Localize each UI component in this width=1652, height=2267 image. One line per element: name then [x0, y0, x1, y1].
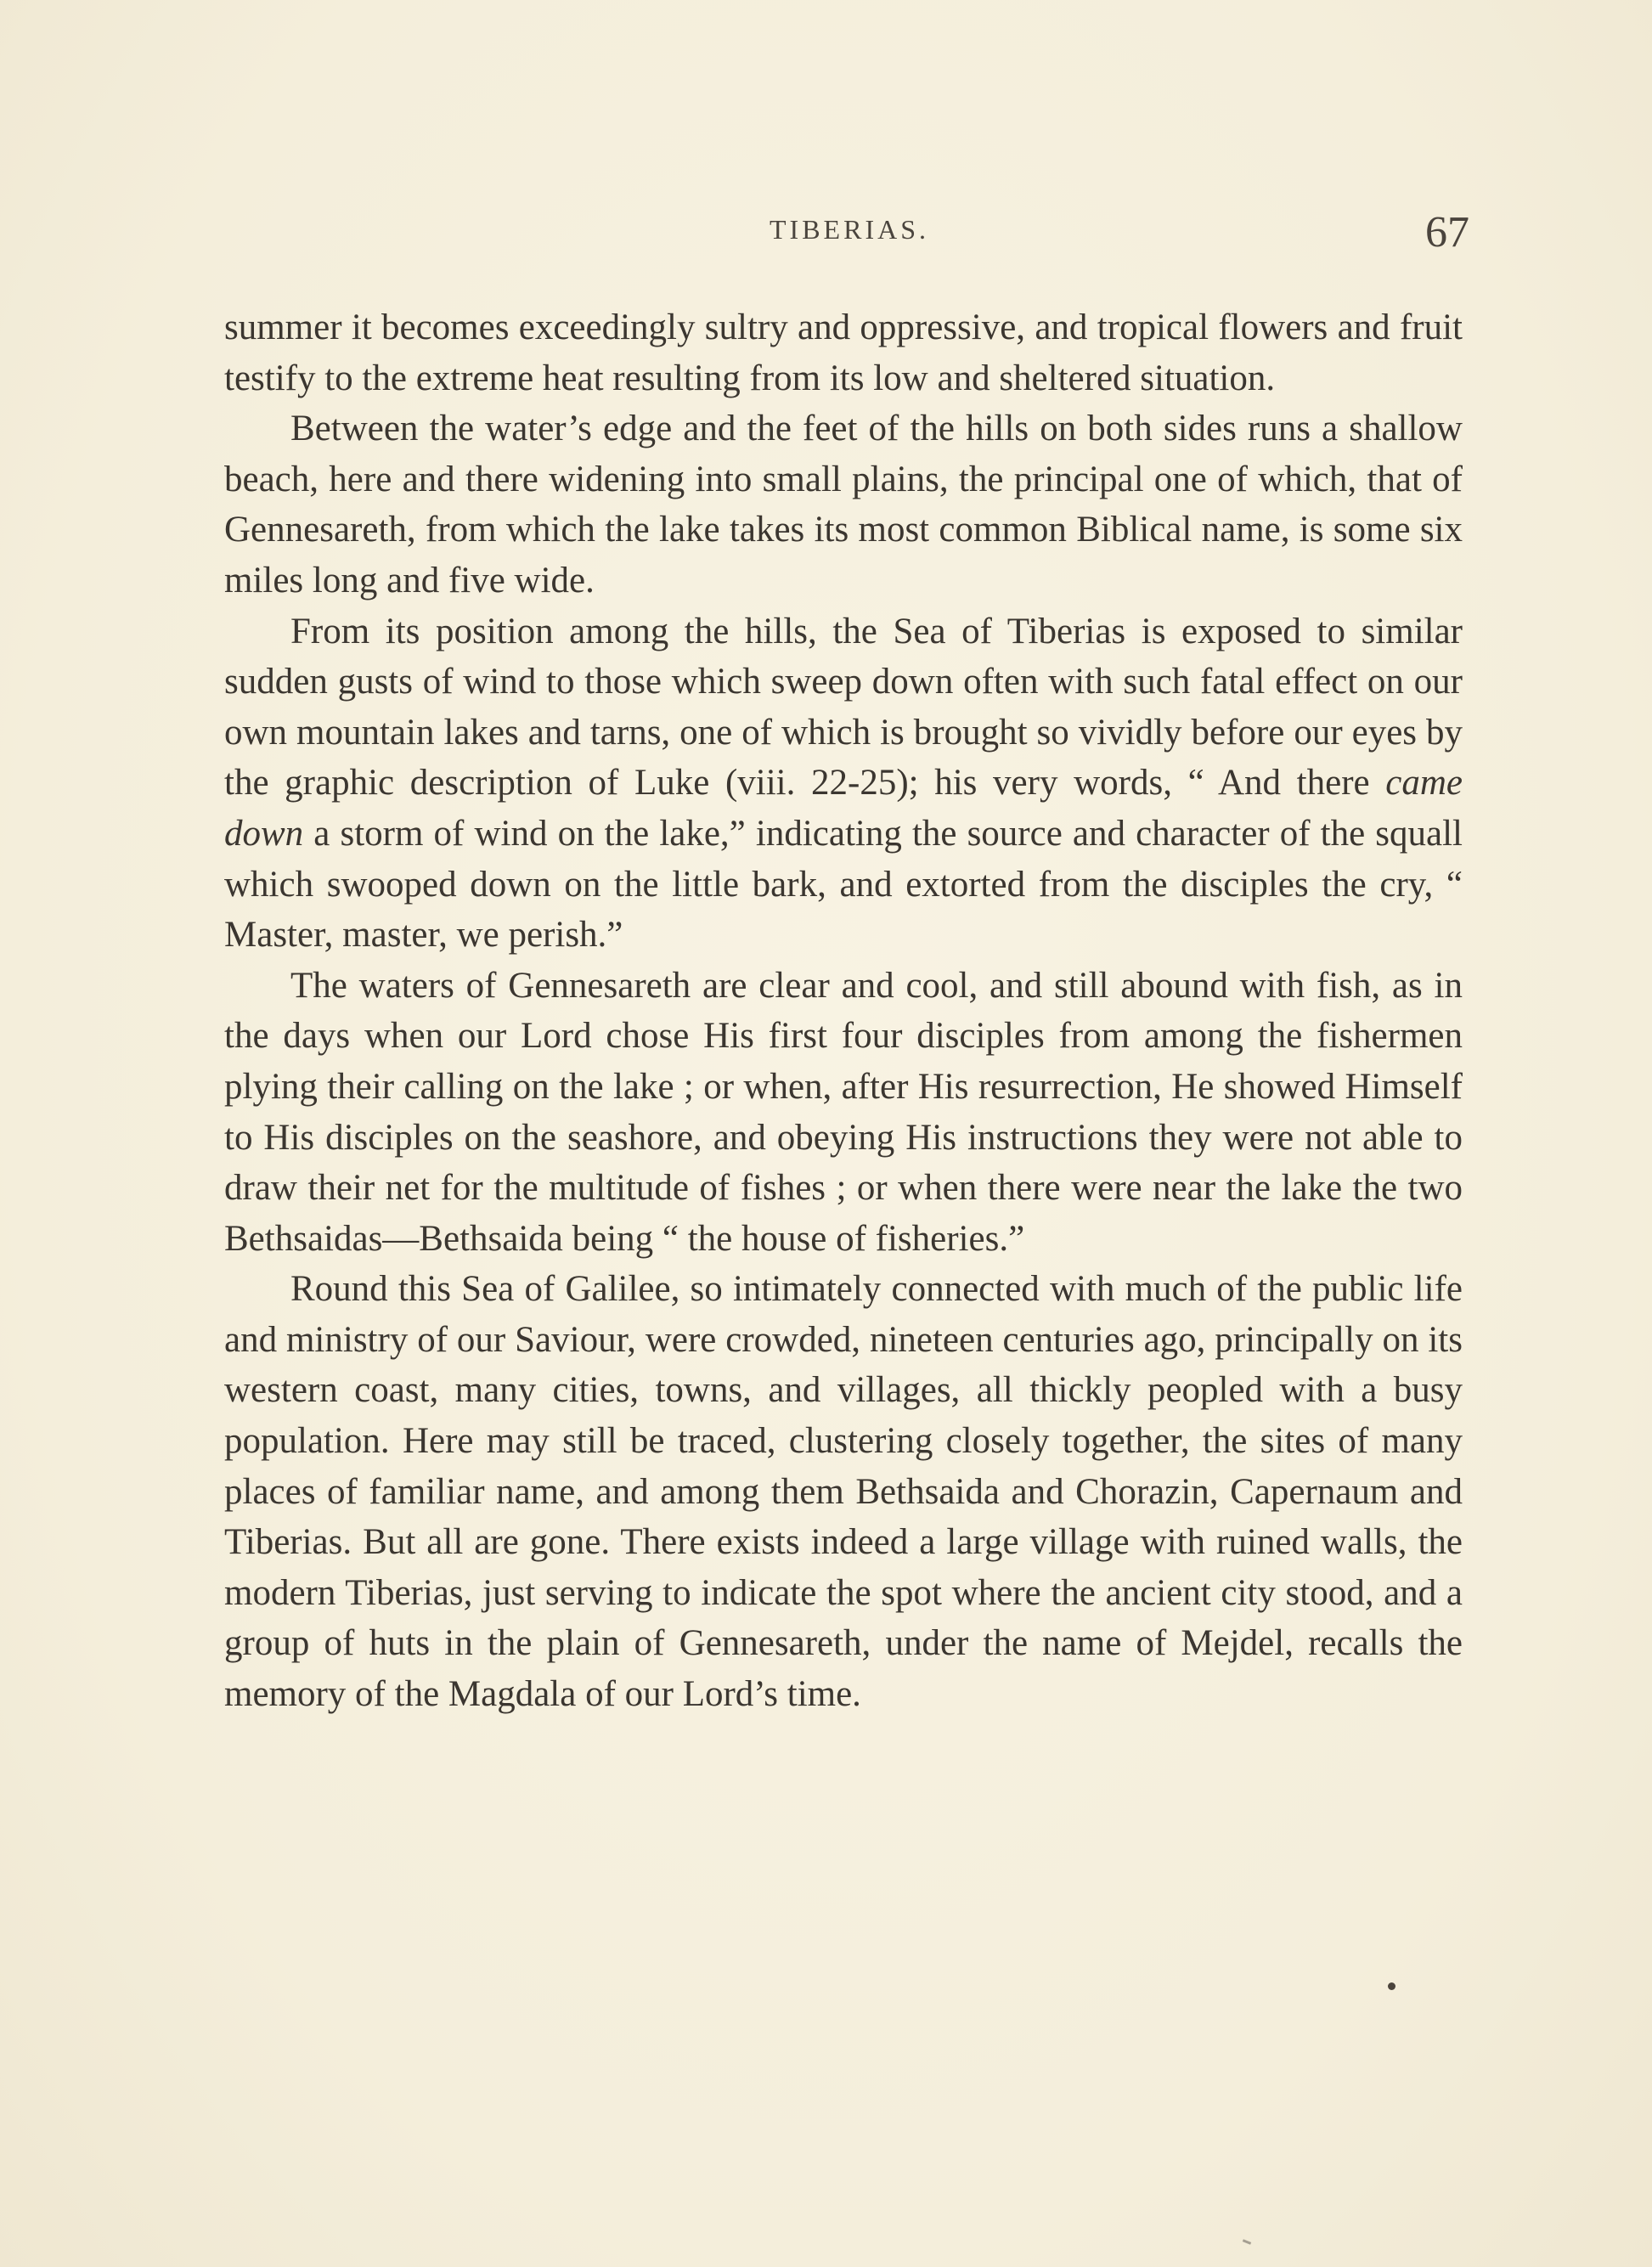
italic-phrase: came down	[224, 763, 1463, 854]
page-number: 67	[1425, 208, 1469, 257]
paragraph-3	[224, 606, 1463, 961]
paragraph-3-part-1: From its position among the hills, the Sea of Tiberias is exposed to similar sudden gusts of wind to those which sweep down often with such fatal effect on our own mountain lakes and tarns, one of which is brought so vividly before our eyes by the graphic description of Luke (viii. 22-25); his very words, “ And there	[224, 611, 1463, 804]
paragraph-1: summer it becomes exceedingly sultry and oppressive, and tropical flowers and fruit testify to the extreme heat resulting from its low and sheltered situation.	[224, 307, 1463, 398]
paragraph-4: The waters of Gennesareth are clear and cool, and still abound with fish, as in the days when our Lord chose His first four disciples from among the fishermen plying their calling on the lake ; or when, after His resurrection, He showed Himself to His disciples on the seashore, and obeying His instructions they were not able to draw their net for the multitude of fishes ; or when there were near the lake the two Bethsaidas—Bethsaida being “ the house of fisheries.”	[224, 965, 1463, 1259]
running-title: TIBERIAS.	[770, 214, 929, 245]
ink-speck	[1388, 1982, 1395, 1990]
paragraph-3-part-2: a storm of wind on the lake,” indicating the source and character of the squall which swooped down on the little bark, and extorted from the disciples the cry, “ Master, master, we perish.”	[224, 813, 1463, 956]
paper-mark	[1243, 2239, 1251, 2245]
running-head	[229, 207, 1469, 267]
paragraph-5: Round this Sea of Galilee, so intimately connected with much of the public life and ministry of our Saviour, were crowded, nineteen centuries ago, principally on its western coast, many cities, towns, and villages, all thickly peopled with a busy population. Here may still be traced, clustering closely together, the sites of many places of familiar name, and among them Bethsaida and Chorazin, Capernaum and Tiberias. But all are gone. There exists indeed a large village with ruined walls, the modern Tiberias, just serving to indicate the spot where the ancient city stood, and a group of huts in the plain of Gennesareth, under the name of Mejdel, recalls the memory of the Magdala of our Lord’s time.	[224, 1269, 1463, 1715]
body-text	[224, 302, 1463, 1720]
paragraph-2: Between the water’s edge and the feet of the hills on both sides runs a shallow beach, here and there widening into small plains, the principal one of which, that of Gennesareth, from which the lake takes its most common Biblical name, is some six miles long and five wide.	[224, 409, 1463, 601]
